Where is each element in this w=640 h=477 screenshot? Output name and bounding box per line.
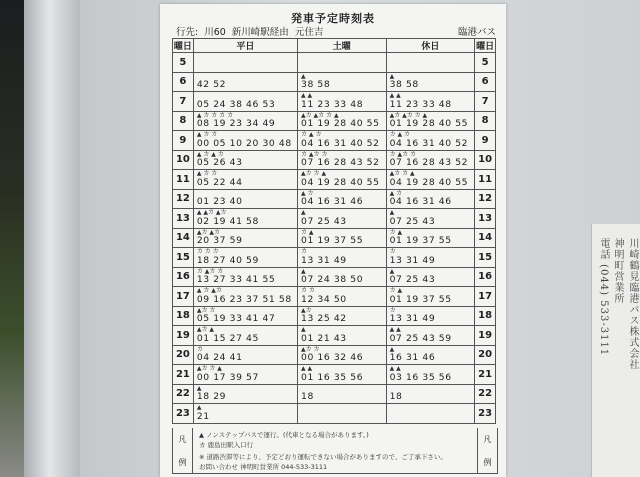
departure-minutes: 05 19 33 41 47 xyxy=(196,313,276,324)
departure-minutes: 07 16 28 43 52 xyxy=(301,157,380,168)
service-marks: カ ▲カ カ xyxy=(301,150,328,158)
hour-row xyxy=(173,228,496,248)
service-marks: ▲ ▲ xyxy=(301,365,313,372)
holiday-cell xyxy=(386,287,475,307)
legend-label xyxy=(173,428,193,473)
hour-cell: 19 xyxy=(173,326,194,346)
service-marks: ▲カ カ ▲ xyxy=(196,365,222,372)
service-marks: カ カ カ xyxy=(196,248,219,255)
service-marks: ▲ xyxy=(389,72,395,80)
weekday-cell xyxy=(193,287,297,307)
service-marks: カ ▲カ カ xyxy=(389,150,417,158)
saturday-cell xyxy=(298,92,387,112)
legend-kashimada: カ 鹿島田駅入口行 xyxy=(199,441,254,449)
hour-cell-right: 7 xyxy=(475,92,496,112)
route-terminal: 元住吉 xyxy=(294,27,324,38)
service-marks: ▲カ カ ▲ xyxy=(301,170,327,177)
departure-minutes: 03 16 35 56 xyxy=(389,371,452,383)
hour-cell-right: 23 xyxy=(475,404,496,424)
hour-row xyxy=(173,345,496,365)
departure-minutes: 38 58 xyxy=(301,79,331,90)
weekday-cell xyxy=(193,267,297,287)
departure-minutes: 07 25 43 59 xyxy=(389,332,452,344)
departure-minutes: 18 xyxy=(389,391,403,402)
weekday-cell xyxy=(193,209,297,229)
hour-cell-right: 14 xyxy=(475,228,496,248)
holiday-cell xyxy=(386,72,475,92)
weekday-cell xyxy=(193,72,297,92)
departure-minutes: 05 24 38 46 53 xyxy=(196,98,276,110)
legend-nonstep: ▲ ノンステップバスで運行。(代車となる場合があります。) xyxy=(199,431,369,439)
destination-line xyxy=(176,24,329,38)
departure-minutes: 07 16 28 43 52 xyxy=(389,157,469,168)
hour-cell: 7 xyxy=(173,92,194,112)
service-marks: ▲ ▲ xyxy=(389,92,401,99)
holiday-cell xyxy=(386,209,475,229)
hour-cell: 5 xyxy=(173,53,194,73)
departure-minutes: 38 58 xyxy=(389,79,419,90)
service-marks: ▲カ カ xyxy=(196,306,216,314)
page-title: 発車予定時刻表 xyxy=(291,12,375,25)
weekday-cell xyxy=(193,228,297,248)
hour-cell: 23 xyxy=(173,404,194,424)
weekday-cell xyxy=(193,326,297,346)
saturday-cell xyxy=(298,209,387,229)
timetable-body xyxy=(173,53,496,424)
hour-row xyxy=(173,404,496,424)
service-marks: ▲ xyxy=(389,345,395,353)
departure-minutes: 09 16 23 37 51 58 xyxy=(196,293,292,305)
hour-cell-right: 10 xyxy=(475,150,496,170)
service-marks: ▲カ カ ▲ xyxy=(389,170,415,177)
departure-minutes: 01 19 37 55 xyxy=(389,293,452,305)
saturday-cell xyxy=(298,150,387,170)
saturday-cell xyxy=(298,306,387,326)
departure-minutes: 04 16 31 40 52 xyxy=(389,137,469,149)
hour-row xyxy=(173,92,496,112)
departure-minutes: 08 19 23 34 49 xyxy=(196,118,276,129)
departure-minutes xyxy=(387,422,475,423)
departure-minutes: 01 16 35 56 xyxy=(301,371,364,383)
hour-cell-right: 12 xyxy=(475,189,496,209)
header-hour: 曜日 xyxy=(173,39,194,53)
departure-minutes: 18 29 xyxy=(196,391,227,402)
weekday-cell xyxy=(193,345,297,365)
holiday-cell xyxy=(386,345,475,365)
header-saturday: 土曜 xyxy=(298,39,387,53)
service-marks: カ カ xyxy=(301,287,315,294)
departure-minutes xyxy=(298,422,386,423)
hour-cell: 18 xyxy=(173,306,194,326)
holiday-cell xyxy=(386,53,475,73)
hour-cell: 21 xyxy=(173,365,194,385)
service-marks: ▲カ ▲カ カ ▲ xyxy=(301,111,339,119)
saturday-cell xyxy=(298,111,387,131)
legend-label-right-bottom: 例 xyxy=(483,458,492,467)
saturday-cell xyxy=(298,287,387,307)
saturday-cell xyxy=(298,248,387,268)
departure-minutes: 07 24 38 50 xyxy=(301,274,364,285)
hour-cell: 20 xyxy=(173,345,194,365)
saturday-cell xyxy=(298,365,387,385)
service-marks: カ ▲ xyxy=(389,287,403,294)
legend-delay: ※ 道路渋滞等により、予定どおり運転できない場合がありますので、ご了承下さい。 xyxy=(199,453,447,461)
hour-row xyxy=(173,365,496,385)
holiday-cell xyxy=(386,150,475,170)
hour-cell-right: 15 xyxy=(475,248,496,268)
service-marks: カ ▲カ カ xyxy=(196,267,224,275)
hour-cell-right: 21 xyxy=(475,365,496,385)
hour-row xyxy=(173,287,496,307)
hour-cell-right: 5 xyxy=(475,53,496,73)
weekday-cell xyxy=(193,404,297,424)
departure-minutes: 16 31 46 xyxy=(389,352,436,363)
hour-row xyxy=(173,72,496,92)
saturday-cell xyxy=(298,189,387,209)
holiday-cell xyxy=(386,365,475,385)
legend-label-right-top: 凡 xyxy=(483,435,492,444)
departure-minutes: 42 52 xyxy=(196,79,227,90)
departure-minutes: 04 16 31 40 52 xyxy=(301,137,380,149)
saturday-cell xyxy=(298,228,387,248)
departure-minutes: 12 34 50 xyxy=(301,293,347,305)
hour-cell: 13 xyxy=(173,209,194,229)
side-text-phone: 電話 (044) 533-3111 xyxy=(598,238,609,357)
holiday-cell xyxy=(386,267,475,287)
hour-cell: 10 xyxy=(173,150,194,170)
departure-minutes: 11 23 33 48 xyxy=(301,98,364,110)
hour-cell: 17 xyxy=(173,287,194,307)
saturday-cell xyxy=(298,345,387,365)
service-marks: ▲ ▲ xyxy=(389,326,401,333)
departure-minutes: 13 31 49 xyxy=(389,313,436,324)
hour-cell: 22 xyxy=(173,384,194,404)
destination-label: 行先: xyxy=(176,27,199,38)
hour-cell: 6 xyxy=(173,72,194,92)
header-hour-right: 曜日 xyxy=(475,39,496,53)
hour-cell: 8 xyxy=(173,111,194,131)
hour-cell: 11 xyxy=(173,170,194,190)
weekday-cell xyxy=(193,189,297,209)
departure-minutes: 04 19 28 40 55 xyxy=(389,176,469,188)
route-via: 新川崎駅経由 xyxy=(231,27,289,38)
saturday-cell xyxy=(298,170,387,190)
departure-minutes: 01 23 40 xyxy=(196,196,243,207)
hour-row xyxy=(173,131,496,151)
hour-cell-right: 18 xyxy=(475,306,496,326)
timetable xyxy=(172,38,496,424)
departure-minutes: 01 19 37 55 xyxy=(301,235,364,246)
service-marks: ▲ カ カ xyxy=(196,131,218,138)
metal-pole xyxy=(24,0,80,477)
hour-row xyxy=(173,53,496,73)
saturday-cell xyxy=(298,131,387,151)
saturday-cell xyxy=(298,404,387,424)
service-marks: ▲ カ xyxy=(301,189,314,197)
service-marks: カ xyxy=(389,306,396,314)
holiday-cell xyxy=(386,404,475,424)
hour-row xyxy=(173,326,496,346)
holiday-cell xyxy=(386,170,475,190)
departure-minutes: 05 26 43 xyxy=(196,157,243,168)
service-marks: ▲ xyxy=(301,209,306,216)
departure-minutes: 07 25 43 xyxy=(301,215,347,227)
holiday-cell xyxy=(386,248,475,268)
service-marks: ▲ xyxy=(389,209,395,216)
hour-row xyxy=(173,384,496,404)
weekday-cell xyxy=(193,384,297,404)
weekday-cell xyxy=(193,111,297,131)
departure-minutes: 04 16 31 46 xyxy=(301,196,364,207)
service-marks: ▲ カ カ xyxy=(196,170,218,177)
holiday-cell xyxy=(386,228,475,248)
route-number: 川60 xyxy=(204,27,226,38)
departure-minutes: 00 16 32 46 xyxy=(301,352,364,363)
legend-label-bottom: 例 xyxy=(178,458,187,467)
service-marks: ▲ xyxy=(301,72,306,80)
service-marks: ▲カ ▲カ xyxy=(196,228,220,236)
departure-minutes: 05 22 44 xyxy=(196,176,243,188)
weekday-cell xyxy=(193,306,297,326)
company-name: 臨港バス xyxy=(457,27,496,38)
weekday-cell xyxy=(193,92,297,112)
departure-minutes: 18 27 40 59 xyxy=(196,254,259,266)
departure-minutes: 04 19 28 40 55 xyxy=(301,176,380,188)
hour-row xyxy=(173,267,496,287)
departure-minutes: 20 37 59 xyxy=(196,235,243,246)
departure-minutes: 13 27 33 41 55 xyxy=(196,274,276,285)
weekday-cell xyxy=(193,248,297,268)
hour-row xyxy=(173,209,496,229)
holiday-cell xyxy=(386,306,475,326)
header-weekday: 平日 xyxy=(193,39,297,53)
hour-cell: 12 xyxy=(173,189,194,209)
holiday-cell xyxy=(386,189,475,209)
hour-cell-right: 8 xyxy=(475,111,496,131)
hour-row xyxy=(173,248,496,268)
departure-minutes: 01 19 28 40 55 xyxy=(301,118,380,129)
service-marks: ▲ カ ▲ カ xyxy=(196,150,224,158)
service-marks: ▲ ▲ xyxy=(301,92,313,99)
saturday-cell xyxy=(298,384,387,404)
weekday-cell xyxy=(193,170,297,190)
departure-minutes: 13 31 49 xyxy=(301,254,347,266)
service-marks: ▲ xyxy=(301,326,306,333)
side-text-company: 川崎鶴見臨港バス株式会社 xyxy=(627,238,638,370)
departure-minutes: 18 xyxy=(301,391,314,402)
service-marks: ▲ カ ▲カ xyxy=(196,287,222,294)
hour-cell-right: 19 xyxy=(475,326,496,346)
hour-row xyxy=(173,306,496,326)
service-marks: カ ▲ xyxy=(301,228,314,236)
departure-minutes: 01 15 27 45 xyxy=(196,332,259,344)
hour-cell-right: 22 xyxy=(475,384,496,404)
weekday-cell xyxy=(193,53,297,73)
service-marks: カ xyxy=(301,248,308,255)
hour-row xyxy=(173,170,496,190)
hour-cell-right: 16 xyxy=(475,267,496,287)
saturday-cell xyxy=(298,72,387,92)
hour-cell-right: 6 xyxy=(475,72,496,92)
hour-cell-right: 20 xyxy=(475,345,496,365)
saturday-cell xyxy=(298,267,387,287)
service-marks: ▲ カ カ カ カ xyxy=(196,111,234,119)
service-marks: ▲ ▲カ ▲カ xyxy=(196,209,227,216)
service-marks: ▲カ xyxy=(301,306,312,314)
weekday-cell xyxy=(193,365,297,385)
service-marks: ▲カ ▲ xyxy=(196,326,214,333)
departure-minutes: 07 25 43 xyxy=(389,215,436,227)
departure-minutes: 01 19 37 55 xyxy=(389,235,452,246)
departure-minutes: 01 21 43 xyxy=(301,332,347,344)
hour-cell: 16 xyxy=(173,267,194,287)
service-marks: カ xyxy=(389,248,396,255)
departure-minutes: 21 xyxy=(196,410,210,422)
header-holiday: 休日 xyxy=(386,39,475,53)
weekday-cell xyxy=(193,150,297,170)
service-marks: カ ▲ カ xyxy=(301,131,322,138)
hour-cell-right: 9 xyxy=(475,131,496,151)
hour-cell: 14 xyxy=(173,228,194,248)
hour-row xyxy=(173,150,496,170)
departure-minutes: 13 25 42 xyxy=(301,313,347,324)
hour-row xyxy=(173,189,496,209)
service-marks: カ ▲ xyxy=(389,228,403,236)
legend-label-top: 凡 xyxy=(178,435,187,444)
departure-minutes: 11 23 33 48 xyxy=(389,98,452,110)
service-marks: ▲ xyxy=(301,267,306,275)
legend-box xyxy=(172,428,498,474)
legend-contact: お問い合わせ 神明町営業所 044-533-3111 xyxy=(199,463,328,471)
departure-minutes: 00 17 39 57 xyxy=(196,371,259,383)
departure-minutes: 13 31 49 xyxy=(389,254,436,266)
saturday-cell xyxy=(298,326,387,346)
service-marks: ▲ xyxy=(196,384,202,392)
service-marks: ▲ カ xyxy=(389,189,403,197)
service-marks: ▲ xyxy=(389,267,395,275)
hour-cell-right: 11 xyxy=(475,170,496,190)
hour-row xyxy=(173,111,496,131)
service-marks: ▲ ▲ xyxy=(389,365,401,372)
legend-label-right xyxy=(477,428,497,473)
departure-minutes: 02 19 41 58 xyxy=(196,215,259,227)
service-marks: カ xyxy=(196,345,203,353)
service-marks: ▲カ ▲カ カ ▲ xyxy=(389,111,428,119)
hour-cell-right: 17 xyxy=(475,287,496,307)
holiday-cell xyxy=(386,326,475,346)
service-marks: ▲ xyxy=(196,404,202,411)
weekday-cell xyxy=(193,131,297,151)
hour-cell: 9 xyxy=(173,131,194,151)
hour-cell-right: 13 xyxy=(475,209,496,229)
departure-minutes: 04 24 41 xyxy=(196,352,243,363)
service-marks: ▲カ カ xyxy=(301,345,320,353)
saturday-cell xyxy=(298,53,387,73)
departure-minutes: 01 19 28 40 55 xyxy=(389,118,469,129)
departure-minutes: 04 16 31 46 xyxy=(389,196,452,207)
holiday-cell xyxy=(386,131,475,151)
departure-minutes: 07 25 43 xyxy=(389,274,436,285)
side-text-office: 神明町営業所 xyxy=(612,238,623,304)
holiday-cell xyxy=(386,111,475,131)
holiday-cell xyxy=(386,92,475,112)
holiday-cell xyxy=(386,384,475,404)
hour-cell: 15 xyxy=(173,248,194,268)
service-marks: カ ▲ カ xyxy=(389,131,411,138)
departure-minutes: 00 05 10 20 30 48 xyxy=(196,137,292,149)
